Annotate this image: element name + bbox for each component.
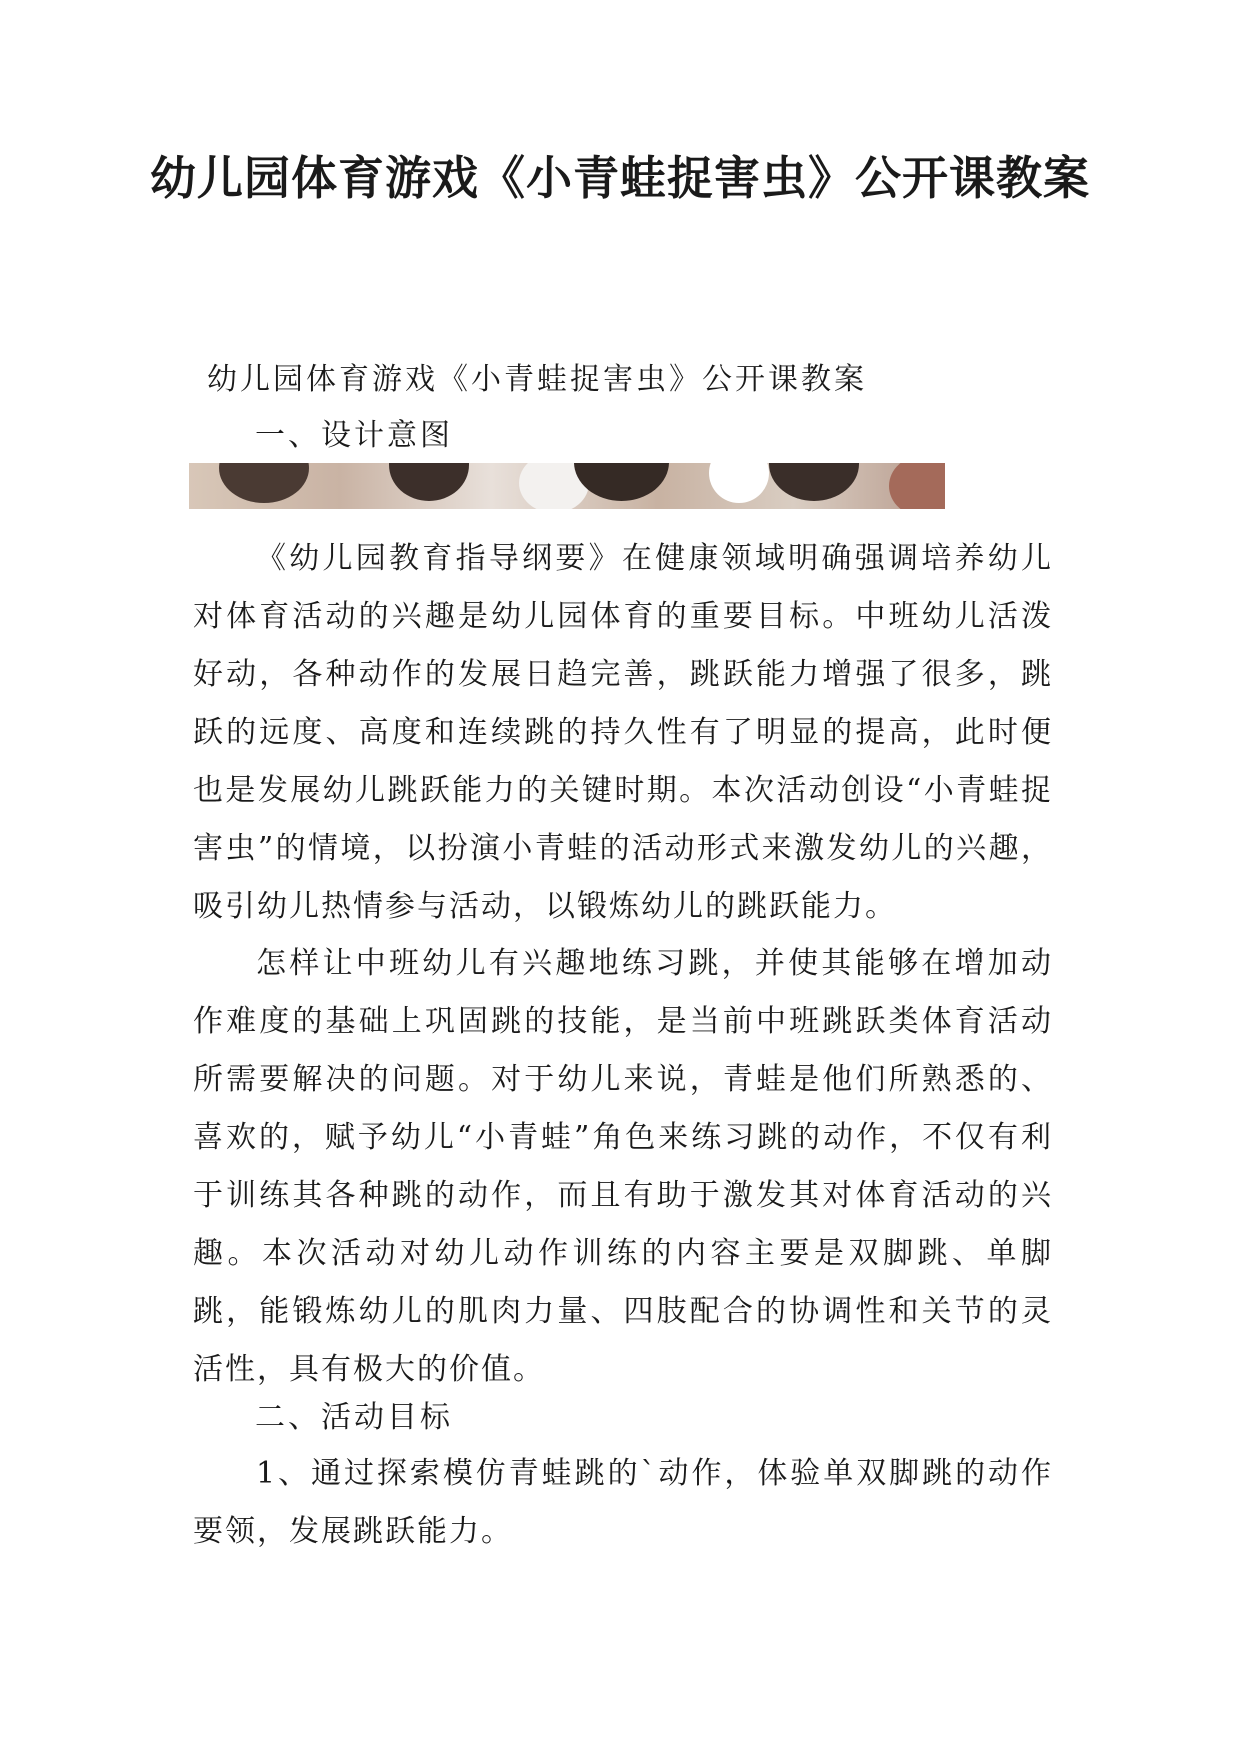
section-heading-design-intent: 一、设计意图 — [255, 418, 453, 453]
section-heading-activity-goals: 二、活动目标 — [255, 1400, 453, 1435]
goal-item-1: 1、通过探索模仿青蛙跳的`动作，体验单双脚跳的动作要领，发展跳跃能力。 — [193, 1456, 1053, 1549]
document-subtitle: 幼儿园体育游戏《小青蛙捉害虫》公开课教案 — [207, 362, 867, 397]
paragraph-design-intent-1: 《幼儿园教育指导纲要》在健康领域明确强调培养幼儿对体育活动的兴趣是幼儿园体育的重要目标。中班幼儿活泼好动，各种动作的发展日趋完善，跳跃能力增强了很多，跳跃的远度、高度和连续跳的持久性有了明显的提高，此时便也是发展幼儿跳跃能力的关键时期。本次活动创设“小青蛙捉害虫”的情境，以扮演小青蛙的活动形式来激发幼儿的兴趣，吸引幼儿热情参与活动，以锻炼幼儿的跳跃能力。 — [193, 541, 1053, 924]
document-title: 幼儿园体育游戏《小青蛙捉害虫》公开课教案 — [150, 151, 1090, 205]
paragraph-design-intent-2: 怎样让中班幼儿有兴趣地练习跳，并使其能够在增加动作难度的基础上巩固跳的技能，是当前中班跳跃类体育活动所需要解决的问题。对于幼儿来说，青蛙是他们所熟悉的、喜欢的，赋予幼儿“小青蛙”角色来练习跳的动作，不仅有利于训练其各种跳的动作，而且有助于激发其对体育活动的兴趣。本次活动对幼儿动作训练的内容主要是双脚跳、单脚跳，能锻炼幼儿的肌肉力量、四肢配合的协调性和关节的灵活性，具有极大的价值。 — [193, 946, 1053, 1387]
activity-photo — [189, 463, 945, 509]
